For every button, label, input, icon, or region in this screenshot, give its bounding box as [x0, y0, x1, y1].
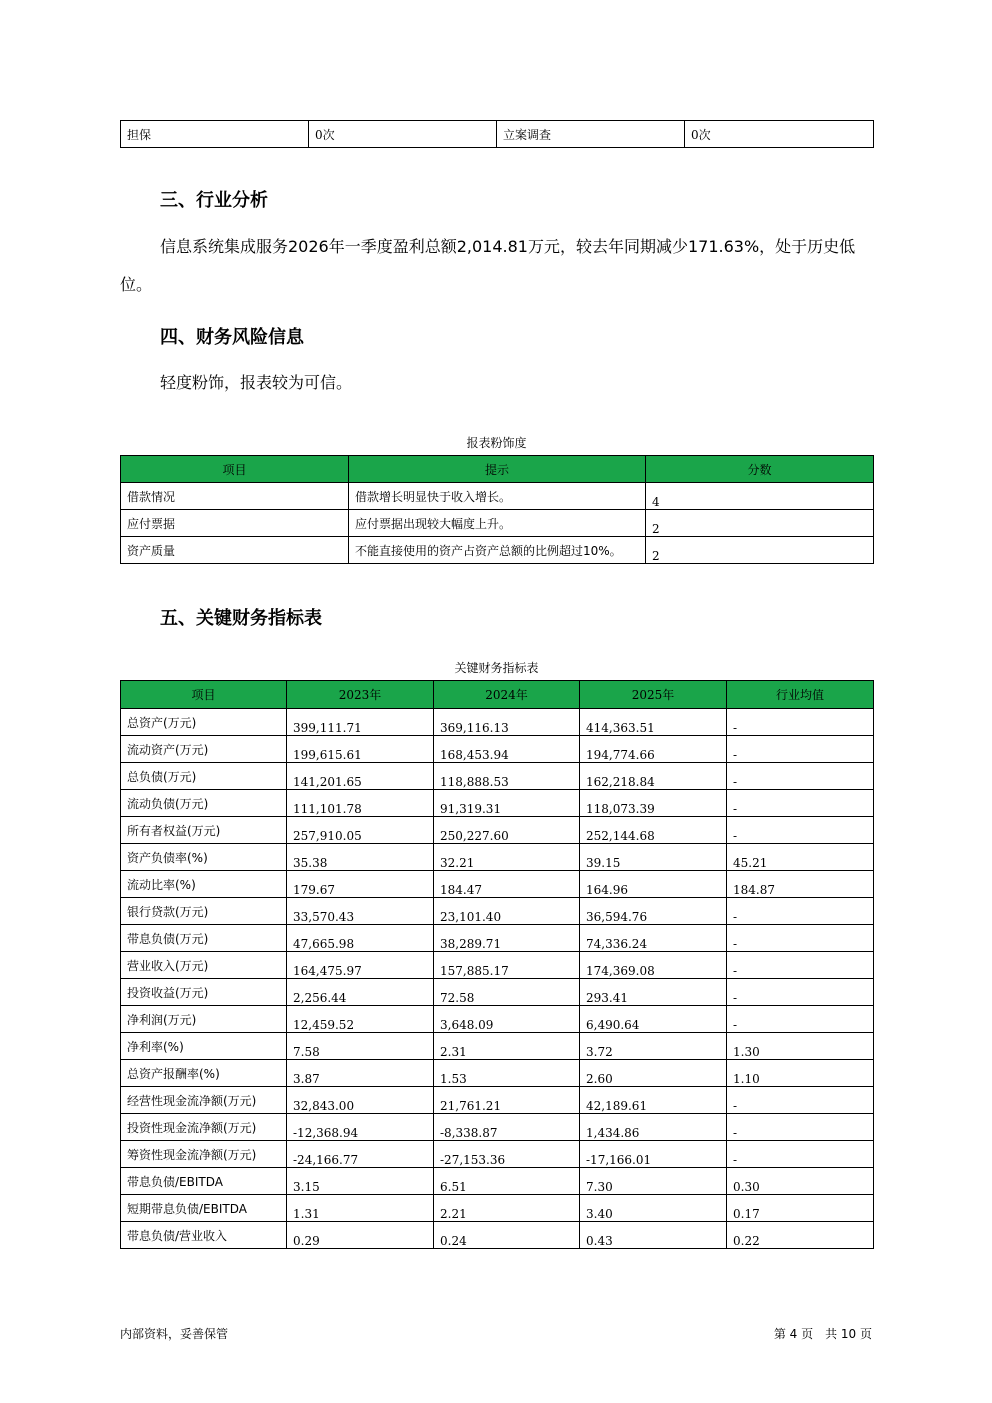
row-label-cell: 短期带息负债/EBITDA [121, 1195, 287, 1222]
table-row [121, 817, 874, 844]
table-row [121, 1087, 874, 1114]
row-label-cell: 总资产报酬率(%) [121, 1060, 287, 1087]
table-cell: 118,073.39 [580, 790, 727, 817]
table-cell: - [727, 925, 874, 952]
table-cell: 39.15 [580, 844, 727, 871]
table-row [121, 709, 874, 736]
table-cell: 141,201.65 [287, 763, 434, 790]
table-cell: 184.47 [434, 871, 580, 898]
table-cell: 168,453.94 [434, 736, 580, 763]
table-cell: 3.40 [580, 1195, 727, 1222]
table-cell: 45.21 [727, 844, 874, 871]
table-cell: 74,336.24 [580, 925, 727, 952]
table-cell: 2,256.44 [287, 979, 434, 1006]
row-label-cell: 资产负债率(%) [121, 844, 287, 871]
row-label-cell: 营业收入(万元) [121, 952, 287, 979]
industry-analysis-paragraph: 信息系统集成服务2026年一季度盈利总额2,014.81万元，较去年同期减少171.63%，处于历史低位。 [120, 237, 856, 294]
row-label-cell: 总资产(万元) [121, 709, 287, 736]
guarantee-investigation-table [120, 120, 874, 148]
row-label-cell: 总负债(万元) [121, 763, 287, 790]
row-label-cell: 投资收益(万元) [121, 979, 287, 1006]
table-cell: 369,116.13 [434, 709, 580, 736]
row-label-cell: 带息负债(万元) [121, 925, 287, 952]
table-row [121, 925, 874, 952]
table-cell: 1.10 [727, 1060, 874, 1087]
table-row [121, 898, 874, 925]
table-cell: 33,570.43 [287, 898, 434, 925]
table-cell: 35.38 [287, 844, 434, 871]
table-cell: -17,166.01 [580, 1141, 727, 1168]
risk-table-caption: 报表粉饰度 [466, 436, 527, 450]
table-cell: - [727, 1087, 874, 1114]
table-cell: 194,774.66 [580, 736, 727, 763]
table-cell: 0次 [685, 121, 874, 148]
table-row [121, 537, 874, 564]
column-header: 2024年 [434, 681, 580, 709]
table-cell: 6,490.64 [580, 1006, 727, 1033]
table-cell: - [727, 952, 874, 979]
table-cell: -8,338.87 [434, 1114, 580, 1141]
table-cell: 立案调查 [497, 121, 685, 148]
table-cell: 0.24 [434, 1222, 580, 1249]
table-row [121, 1060, 874, 1087]
table-cell: - [727, 979, 874, 1006]
table-cell: 257,910.05 [287, 817, 434, 844]
table-cell: -24,166.77 [287, 1141, 434, 1168]
table-row [121, 121, 874, 148]
table-cell: 3.15 [287, 1168, 434, 1195]
table-cell: 2.60 [580, 1060, 727, 1087]
table-cell: 0.29 [287, 1222, 434, 1249]
table-cell: 0.30 [727, 1168, 874, 1195]
table-cell: 3,648.09 [434, 1006, 580, 1033]
row-label-cell: 流动负债(万元) [121, 790, 287, 817]
table-cell: 12,459.52 [287, 1006, 434, 1033]
table-cell: - [727, 1114, 874, 1141]
table-cell: 199,615.61 [287, 736, 434, 763]
table-row [121, 979, 874, 1006]
table-cell: - [727, 736, 874, 763]
table-cell: 0.43 [580, 1222, 727, 1249]
key-financial-indicators-table [120, 680, 874, 1249]
table-cell: 应付票据 [121, 510, 349, 537]
table-cell: 118,888.53 [434, 763, 580, 790]
table-cell: -12,368.94 [287, 1114, 434, 1141]
table-cell: 0.22 [727, 1222, 874, 1249]
table-cell: 174,369.08 [580, 952, 727, 979]
table-cell: 0.17 [727, 1195, 874, 1222]
table-cell: - [727, 1006, 874, 1033]
table-cell: 91,319.31 [434, 790, 580, 817]
section-heading-financial-risk: 四、财务风险信息 [160, 327, 304, 348]
row-label-cell: 银行贷款(万元) [121, 898, 287, 925]
kpi-table-caption: 关键财务指标表 [454, 661, 539, 675]
footer-page-number: 第 4 页 共 10 页 [773, 1327, 872, 1341]
table-row [121, 1033, 874, 1060]
table-cell: 2.31 [434, 1033, 580, 1060]
column-header: 分数 [646, 456, 874, 483]
table-cell: - [727, 790, 874, 817]
column-header: 行业均值 [727, 681, 874, 709]
column-header: 2023年 [287, 681, 434, 709]
table-cell: 250,227.60 [434, 817, 580, 844]
table-cell: 38,289.71 [434, 925, 580, 952]
row-label-cell: 经营性现金流净额(万元) [121, 1087, 287, 1114]
table-cell: 72.58 [434, 979, 580, 1006]
row-label-cell: 净利率(%) [121, 1033, 287, 1060]
table-cell: 399,111.71 [287, 709, 434, 736]
table-cell: 3.87 [287, 1060, 434, 1087]
table-cell: 2.21 [434, 1195, 580, 1222]
table-cell: 6.51 [434, 1168, 580, 1195]
table-cell: 42,189.61 [580, 1087, 727, 1114]
table-cell: 162,218.84 [580, 763, 727, 790]
table-row [121, 1168, 874, 1195]
row-label-cell: 所有者权益(万元) [121, 817, 287, 844]
financial-risk-paragraph: 轻度粉饰，报表较为可信。 [160, 373, 353, 392]
table-cell: 32,843.00 [287, 1087, 434, 1114]
row-label-cell: 流动比率(%) [121, 871, 287, 898]
table-cell: 252,144.68 [580, 817, 727, 844]
table-row [121, 844, 874, 871]
table-cell: 23,101.40 [434, 898, 580, 925]
table-cell: 414,363.51 [580, 709, 727, 736]
table-cell: 担保 [121, 121, 309, 148]
row-label-cell: 带息负债/营业收入 [121, 1222, 287, 1249]
table-cell: 21,761.21 [434, 1087, 580, 1114]
table-cell: 157,885.17 [434, 952, 580, 979]
table-cell: 借款情况 [121, 483, 349, 510]
table-row [121, 1222, 874, 1249]
table-cell: 7.58 [287, 1033, 434, 1060]
section-heading-key-indicators: 五、关键财务指标表 [160, 608, 322, 629]
table-row [121, 952, 874, 979]
table-cell: 179.67 [287, 871, 434, 898]
row-label-cell: 带息负债/EBITDA [121, 1168, 287, 1195]
row-label-cell: 流动资产(万元) [121, 736, 287, 763]
table-cell: 1.31 [287, 1195, 434, 1222]
table-cell: - [727, 763, 874, 790]
table-row [121, 871, 874, 898]
table-cell: 0次 [309, 121, 497, 148]
table-row [121, 1141, 874, 1168]
table-cell: 应付票据出现较大幅度上升。 [349, 510, 646, 537]
row-label-cell: 投资性现金流净额(万元) [121, 1114, 287, 1141]
table-cell: 2 [646, 537, 874, 564]
table-row [121, 1114, 874, 1141]
table-header-row [121, 456, 874, 483]
table-cell: 164.96 [580, 871, 727, 898]
table-cell: 资产质量 [121, 537, 349, 564]
table-cell: - [727, 898, 874, 925]
table-row [121, 790, 874, 817]
table-row [121, 1195, 874, 1222]
table-cell: 111,101.78 [287, 790, 434, 817]
column-header: 提示 [349, 456, 646, 483]
table-cell: -27,153.36 [434, 1141, 580, 1168]
table-cell: 不能直接使用的资产占资产总额的比例超过10%。 [349, 537, 646, 564]
column-header: 2025年 [580, 681, 727, 709]
table-cell: 293.41 [580, 979, 727, 1006]
table-cell: 1.30 [727, 1033, 874, 1060]
row-label-cell: 净利润(万元) [121, 1006, 287, 1033]
table-header-row [121, 681, 874, 709]
column-header: 项目 [121, 456, 349, 483]
kpi-table-body [121, 709, 874, 1249]
table-cell: - [727, 1141, 874, 1168]
table-row [121, 1006, 874, 1033]
table-cell: 4 [646, 483, 874, 510]
table-cell: 47,665.98 [287, 925, 434, 952]
section-heading-industry-analysis: 三、行业分析 [160, 190, 268, 211]
statement-embellishment-table [120, 455, 874, 564]
table-row [121, 510, 874, 537]
table-cell: 1,434.86 [580, 1114, 727, 1141]
row-label-cell: 筹资性现金流净额(万元) [121, 1141, 287, 1168]
table-cell: 3.72 [580, 1033, 727, 1060]
table-row [121, 763, 874, 790]
table-cell: 7.30 [580, 1168, 727, 1195]
table-row [121, 736, 874, 763]
table-cell: 1.53 [434, 1060, 580, 1087]
table-cell: - [727, 709, 874, 736]
table-cell: 184.87 [727, 871, 874, 898]
table-cell: - [727, 817, 874, 844]
column-header: 项目 [121, 681, 287, 709]
table-cell: 借款增长明显快于收入增长。 [349, 483, 646, 510]
table-cell: 36,594.76 [580, 898, 727, 925]
table-cell: 32.21 [434, 844, 580, 871]
table-row [121, 483, 874, 510]
table-cell: 164,475.97 [287, 952, 434, 979]
footer-confidential-note: 内部资料，妥善保管 [120, 1327, 229, 1341]
table-cell: 2 [646, 510, 874, 537]
